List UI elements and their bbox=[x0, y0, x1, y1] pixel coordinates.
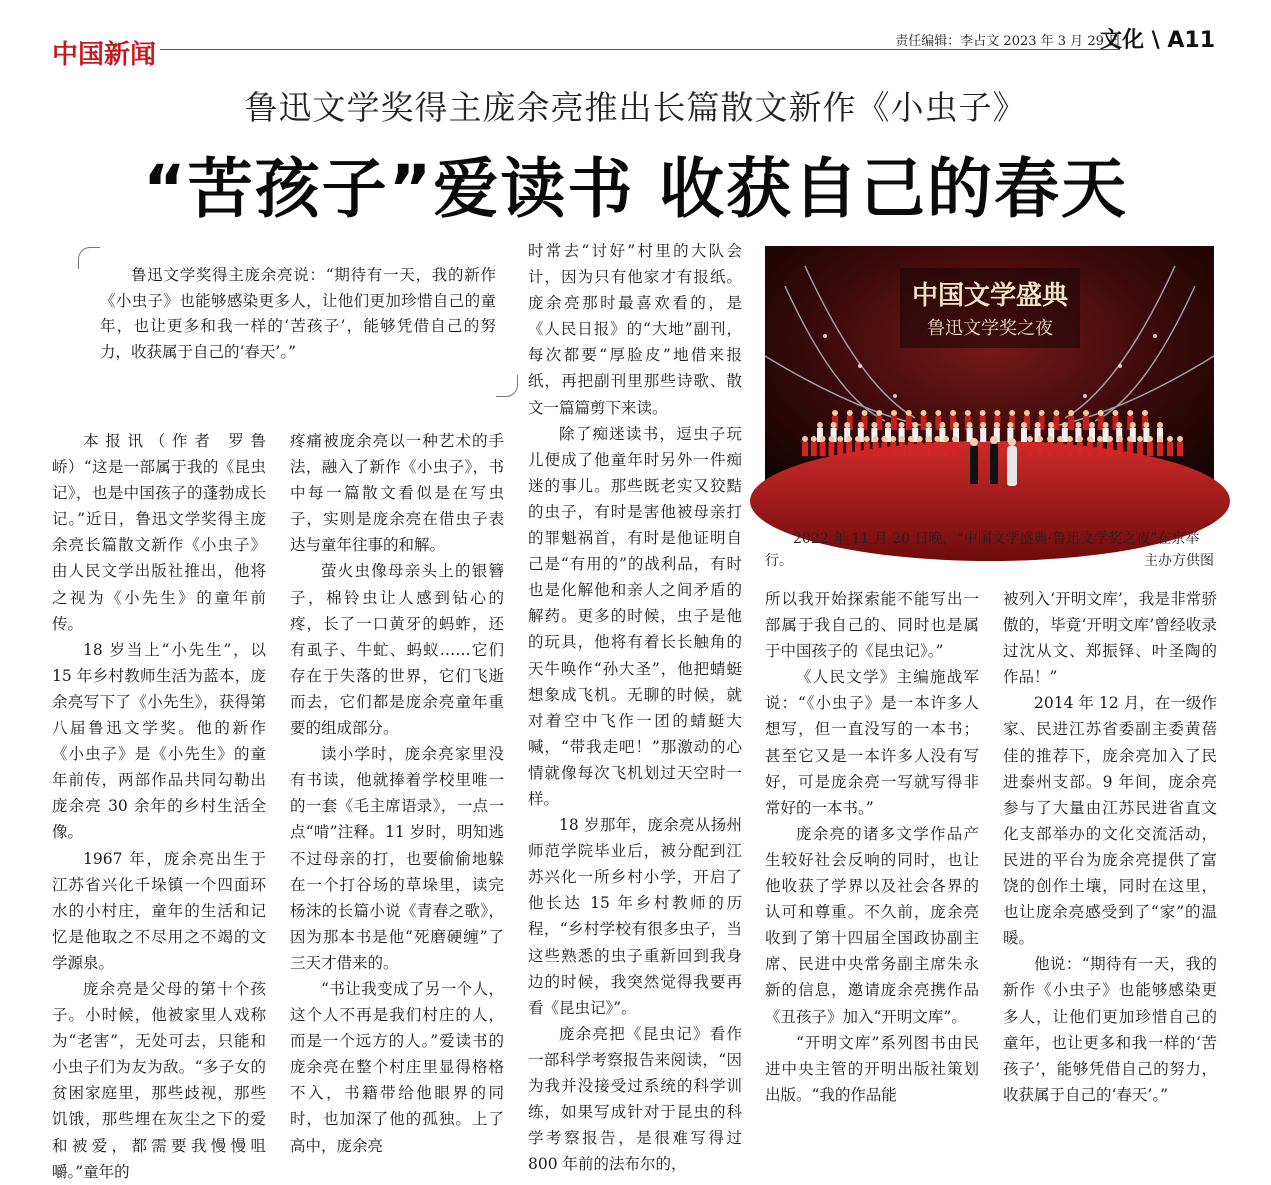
article-paragraph: 18 岁那年，庞余亮从扬州师范学院毕业后，被分配到江苏兴化一所乡村小学，开启了他长达 15 年乡村教师的历程，“乡村学校有很多虫子，当这些熟悉的虫子重新回到我身边的时候，我突然觉得我要再看《昆虫记》”。 bbox=[528, 816, 742, 1017]
article-paragraph: “开明文库”系列图书由民进中央主管的开明出版社策划出版。“我的作品能 bbox=[765, 1033, 979, 1104]
newspaper-logo: 中国新闻 bbox=[52, 40, 157, 70]
article-paragraph: 18 岁当上“小先生”，以 15 年乡村教师生活为蓝本，庞余亮写下了《小先生》，获得第八届鲁迅文学奖。他的新作《小虫子》是《小先生》的童年前传，两部作品共同勾勒出庞余亮 30 余年的乡村生活全像。 bbox=[52, 640, 266, 842]
photo-sign-line-2: 鲁迅文学奖之夜 bbox=[927, 318, 1053, 339]
section-page-label: 文化 \ A11 bbox=[1100, 28, 1215, 53]
article-subtitle: 鲁迅文学奖得主庞余亮推出长篇散文新作《小虫子》 bbox=[244, 88, 1027, 127]
editor-date-line: 责任编辑：李占文 2023 年 3 月 29 日 bbox=[895, 34, 1121, 49]
pull-quote-text: 鲁迅文学奖得主庞余亮说：“期待有一天，我的新作《小虫子》也能够感染更多人，让他们更加珍惜自己的童年，也让更多和我一样的‘苦孩子’，能够凭借自己的努力，收获属于自己的‘春天’。” bbox=[100, 266, 496, 361]
article-paragraph: 庞余亮的诸多文学作品产生较好社会反响的同时，也让他收获了学界以及社会各界的认可和尊重。不久前，庞余亮收到了第十四届全国政协副主席、民进中央常务副主席朱永新的信息，邀请庞余亮携作品《丑孩子》加入“开明文库”。 bbox=[765, 824, 979, 1026]
article-paragraph: 疼痛被庞余亮以一种艺术的手法，融入了新作《小虫子》，书中每一篇散文看似是在写虫子，实则是庞余亮在借虫子表达与童年往事的和解。 bbox=[290, 432, 504, 555]
article-paragraph: 被列入‘开明文库’，我是非常骄傲的，毕竟‘开明文库’曾经收录过沈从文、郑振铎、叶圣陶的作品！” bbox=[1003, 590, 1217, 687]
pull-quote-corner-bottom-right bbox=[496, 375, 518, 397]
pull-quote-corner-top-left bbox=[78, 247, 100, 269]
article-paragraph: 本报讯（作者 罗鲁峤）“这是一部属于我的《昆虫记》，也是中国孩子的蓬勃成长记。”近日，鲁迅文学奖得主庞余亮长篇散文新作《小虫子》由人民文学出版社推出，他将之视为《小先生》的童年前传。 bbox=[52, 432, 266, 633]
article-paragraph: 时常去“讨好”村里的大队会计，因为只有他家才有报纸。庞余亮那时最喜欢看的，是《人民日报》的“大地”副刊，每次都要“厚脸皮”地借来报纸，再把副刊里那些诗歌、散文一篇篇剪下来读。 bbox=[528, 242, 742, 417]
article-paragraph: 庞余亮是父母的第十个孩子。小时候，他被家里人戏称为“老害”，无处可去，只能和小虫子们为友为敌。“多子女的贫困家庭里，那些歧视，那些饥饿，那些埋在灰尘之下的爱和被爱，都需要我慢慢咀嚼。”童年的 bbox=[52, 979, 266, 1181]
article-paragraph: “书让我变成了另一个人，这个人不再是我们村庄的人，而是一个远方的人。”爱读书的庞余亮在整个村庄里显得格格不入，书籍带给他眼界的同时，也加深了他的孤独。上了高中，庞余亮 bbox=[290, 979, 504, 1155]
photo-credit: 主办方供图 bbox=[1144, 553, 1214, 569]
article-column-2 bbox=[290, 428, 504, 1155]
photo-caption-text: 2022 年 11 月 20 日晚，“中国文学盛典·鲁迅文学奖之夜”在京举行。 bbox=[765, 531, 1200, 569]
article-paragraph: 他说：“期待有一天，我的新作《小虫子》也能够感染更多人，让他们更加珍惜自己的童年，也让更多和我一样的‘苦孩子’，能够凭借自己的努力，收获属于自己的‘春天’。” bbox=[1003, 955, 1217, 1104]
article-column-4 bbox=[765, 586, 979, 1104]
pull-quote-box bbox=[78, 247, 518, 397]
article-paragraph: 庞余亮把《昆虫记》看作一部科学考察报告来阅读，“因为我并没接受过系统的科学训练，如果写成针对于昆虫的科学考察报告，是很难写得过 800 年前的法布尔的， bbox=[528, 1024, 742, 1174]
article-paragraph: 《人民文学》主编施战军说：“《小虫子》是一本许多人想写，但一直没写的一本书；甚至它又是一本许多人没有写好，可是庞余亮一写就写得非常好的一本书。” bbox=[765, 668, 979, 817]
article-column-3 bbox=[528, 238, 742, 1174]
article-paragraph: 1967 年，庞余亮出生于江苏省兴化千垛镇一个四面环水的小村庄，童年的生活和记忆是他取之不尽用之不竭的文学源泉。 bbox=[52, 849, 266, 972]
photo-caption bbox=[765, 528, 1214, 572]
ceremony-photo bbox=[765, 246, 1214, 521]
photo-sign-line-1: 中国文学盛典 bbox=[911, 281, 1069, 311]
article-paragraph: 除了痴迷读书，逗虫子玩儿便成了他童年时另外一件痴迷的事儿。那些既老实又狡黠的虫子，有时是害他被母亲打的罪魁祸首，有时是他证明自己是“有用的”的战利品，有时也是化解他和亲人之间矛盾的解药。更多的时候，虫子是他的玩具，他将有着长长触角的天牛唤作“孙大圣”，他把蜻蜓想象成飞机。无聊的时候，就对着空中飞作一团的蜻蜓大喊，“带我走吧！”那激动的心情就像每次飞机划过天空时一样。 bbox=[528, 424, 742, 808]
article-paragraph: 所以我开始探索能不能写出一部属于我自己的、同时也是属于中国孩子的《昆虫记》。” bbox=[765, 590, 979, 661]
article-headline: “苦孩子”爱读书 收获自己的春天 bbox=[142, 152, 1129, 227]
article-paragraph: 2014 年 12 月，在一级作家、民进江苏省委副主委黄蓓佳的推荐下，庞余亮加入了民进泰州支部。9 年间，庞余亮参与了大量由江苏民进省直文化支部举办的文化交流活动，民进的平台为庞余亮提供了富饶的创作土壤，同时在这里，也让庞余亮感受到了“家”的温暖。 bbox=[1003, 694, 1217, 948]
article-paragraph: 萤火虫像母亲头上的银簪子，棉铃虫让人感到钻心的疼，长了一口黄牙的蚂蚱，还有虱子、牛虻、蚂蚁……它们存在于失落的世界，它们飞逝而去，它们都是庞余亮童年重要的组成部分。 bbox=[290, 562, 504, 738]
article-paragraph: 读小学时，庞余亮家里没有书读，他就捧着学校里唯一的一套《毛主席语录》，一点一点“啃”注释。11 岁时，明知逃不过母亲的打，也要偷偷地躲在一个打谷场的草垛里，读完杨沫的长篇小说《青春之歌》，因为那本书是他“死磨硬缠”了三天才借来的。 bbox=[290, 745, 504, 972]
article-column-5 bbox=[1003, 586, 1217, 1104]
masthead-rule bbox=[160, 49, 1120, 50]
article-column-1 bbox=[52, 428, 266, 1181]
